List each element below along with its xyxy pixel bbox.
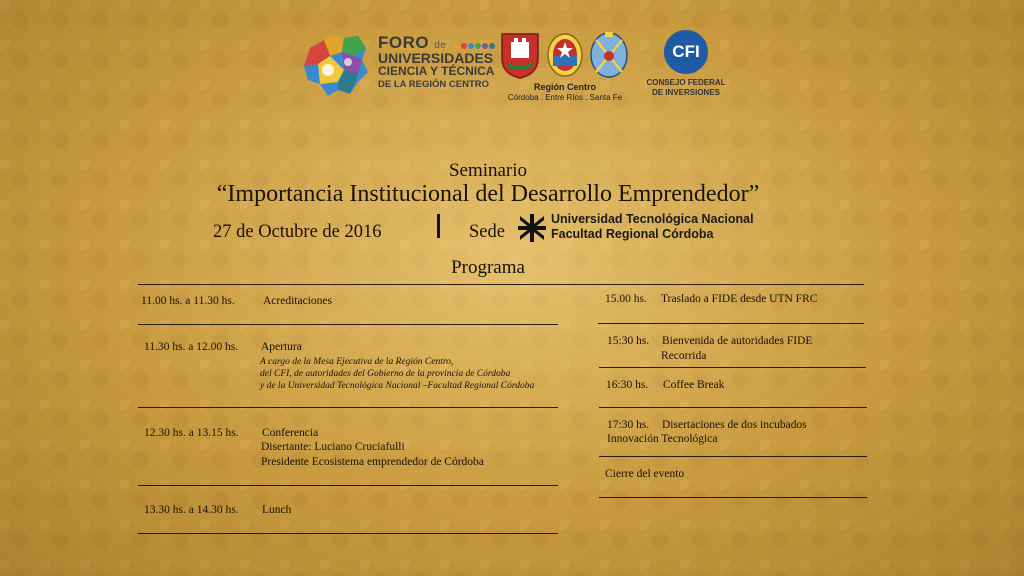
right-item-1-title: Traslado a FIDE desde UTN FRC <box>661 293 818 305</box>
event-title: “Importancia Institucional del Desarrollo Emprendedor” <box>216 181 760 207</box>
left-item-2-notes <box>260 356 534 392</box>
left-item-1-time: 11.00 hs. a 11.30 hs. <box>141 295 235 307</box>
left-item-4-title: Lunch <box>262 504 292 516</box>
region-title: Región Centro <box>534 82 596 92</box>
left-item-4-time: 13.30 hs. a 14.30 hs. <box>144 504 239 516</box>
right-divider-3 <box>599 407 867 408</box>
region-centro-caption <box>500 82 630 103</box>
left-item-3-detail-2: Presidente Ecosistema emprendedor de Córdoba <box>261 456 484 468</box>
right-divider-1 <box>598 323 864 324</box>
event-date: 27 de Octubre de 2016 <box>213 222 382 242</box>
foro-line1: FORO <box>378 33 430 52</box>
left-item-2-note-2: del CFI, de autoridades del Gobierno de la provincia de Córdoba <box>260 369 511 379</box>
cfi-line1: CONSEJO FEDERAL <box>646 78 726 87</box>
cfi-line2: DE INVERSIONES <box>651 88 720 97</box>
left-item-2-note-1: A cargo de la Mesa Ejecutiva de la Región Centro, <box>260 357 454 367</box>
right-item-5-title: Cierre del evento <box>605 468 685 480</box>
sede-label: Sede <box>469 222 505 242</box>
right-item-4-title: Disertaciones de dos incubados <box>662 419 807 431</box>
santa-fe-shield-icon <box>588 30 630 80</box>
foro-line3: CIENCIA Y TÉCNICA <box>378 64 495 78</box>
entre-rios-shield-icon <box>544 30 586 80</box>
right-item-4-title2: Innovación Tecnológica <box>607 433 718 445</box>
foro-de: de <box>434 40 447 51</box>
left-divider-3 <box>138 485 558 486</box>
left-item-3-time: 12.30 hs. a 13.15 hs. <box>144 427 239 439</box>
right-divider-4 <box>599 456 867 457</box>
utn-logo-icon <box>518 214 546 242</box>
left-divider-2 <box>138 407 558 408</box>
sede-line1: Universidad Tecnológica Nacional <box>551 212 754 226</box>
programa-divider <box>138 284 864 285</box>
right-divider-5 <box>599 497 867 498</box>
left-item-2-note-3: y de la Universidad Tecnológica Nacional –Facultad Regional Córdoba <box>260 381 535 391</box>
programa-heading: Programa <box>451 257 525 278</box>
cfi-badge: CFI <box>672 42 700 61</box>
region-provinces: Córdoba . Entre Ríos . Santa Fe <box>507 93 623 102</box>
cordoba-shield-icon <box>499 30 541 80</box>
cfi-logo <box>664 30 708 74</box>
left-item-1-title: Acreditaciones <box>263 295 332 307</box>
right-item-4-time: 17:30 hs. <box>607 419 650 431</box>
foro-dots-icon <box>454 37 496 50</box>
sede-line2: Facultad Regional Córdoba <box>551 227 714 241</box>
right-item-2-title2: Recorrida <box>661 350 707 362</box>
right-item-3-title: Coffee Break <box>663 379 725 391</box>
right-item-2-time: 15:30 hs. <box>607 335 650 347</box>
left-item-2-time: 11.30 hs. a 12.00 hs. <box>144 341 239 353</box>
cfi-caption <box>640 78 732 98</box>
right-item-1-time: 15.00 hs. <box>605 293 647 305</box>
event-kind: Seminario <box>448 160 528 181</box>
title-separator <box>437 214 440 238</box>
left-divider-4 <box>138 533 558 534</box>
foro-map-logo <box>302 30 372 98</box>
left-divider-1 <box>138 324 558 325</box>
right-item-2-title: Bienvenida de autoridades FIDE <box>662 335 813 347</box>
left-item-2-title: Apertura <box>261 341 302 353</box>
foro-line2: UNIVERSIDADES <box>378 50 494 66</box>
sede-name <box>551 212 754 242</box>
left-item-3-detail-1: Disertante: Luciano Cruciafulli <box>261 441 405 453</box>
right-divider-2 <box>599 367 866 368</box>
right-item-3-time: 16:30 hs. <box>606 379 649 391</box>
left-item-3-title: Conferencia <box>262 427 319 439</box>
foro-title <box>378 33 496 91</box>
foro-line4: DE LA REGIÓN CENTRO <box>378 79 490 90</box>
